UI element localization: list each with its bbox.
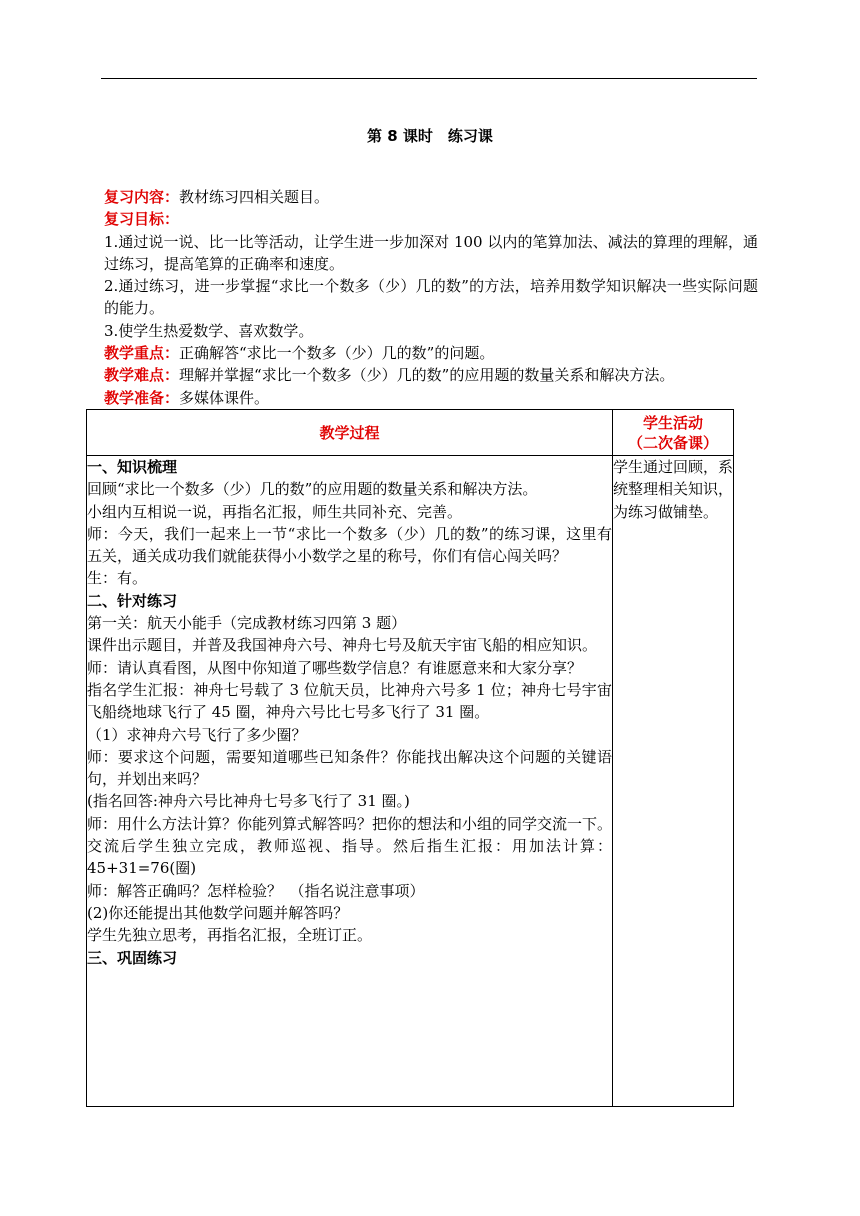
process-line: 师：要求这个问题，需要知道哪些已知条件？你能找出解决这个问题的关键语句，并划出来吗？ xyxy=(87,747,612,789)
preparation-label: 教学准备： xyxy=(104,388,180,407)
process-line: 回顾“求比一个数多（少）几的数”的应用题的数量关系和解决方法。 xyxy=(87,480,538,499)
preparation-text: 多媒体课件。 xyxy=(179,388,270,407)
process-line: 学生先独立思考，再指名汇报，全班订正。 xyxy=(87,926,373,945)
review-content xyxy=(104,186,758,208)
difficulty-text: 理解并掌握“求比一个数多（少）几的数”的应用题的数量关系和解决方法。 xyxy=(179,366,675,385)
header-student-activity-line2: （二次备课） xyxy=(627,433,718,452)
key-point-text: 正确解答“求比一个数多（少）几的数”的问题。 xyxy=(179,344,495,363)
process-line: 师：解答正确吗？怎样检验？ （指名说注意事项） xyxy=(87,881,425,900)
key-point-label: 教学重点： xyxy=(104,344,180,363)
teaching-process-cell xyxy=(87,456,613,1107)
process-line: （1）求神舟六号飞行了多少圈？ xyxy=(87,725,307,744)
section-heading-2: 二、针对练习 xyxy=(87,591,178,610)
header-student-activity xyxy=(613,410,734,456)
preparation xyxy=(104,387,758,409)
process-line: 师：今天，我们一起来上一节“求比一个数多（少）几的数”的练习课，这里有五关，通关成功我们就能获得小小数学之星的称号，你们有信心闯关吗？ xyxy=(87,524,612,566)
review-goals-heading xyxy=(104,208,758,230)
review-goal-2: 2.通过练习，进一步掌握“求比一个数多（少）几的数”的方法，培养用数学知识解决一些实际问题的能力。 xyxy=(104,277,758,318)
review-content-text: 教材练习四相关题目。 xyxy=(179,188,330,206)
process-line: 师：请认真看图，从图中你知道了哪些数学信息？有谁愿意来和大家分享？ xyxy=(87,658,583,677)
process-line: 生：有。 xyxy=(87,569,148,588)
key-point xyxy=(104,342,758,364)
header-teaching-process: 教学过程 xyxy=(87,410,613,456)
review-content-label: 复习内容： xyxy=(104,188,180,206)
table-body-row xyxy=(87,456,734,1107)
process-line: 小组内互相说一说，再指名汇报，师生共同补充、完善。 xyxy=(87,502,463,521)
process-line: 第一关：航天小能手（完成教材练习四第 3 题） xyxy=(87,614,407,633)
student-activity-note: 学生通过回顾，系统整理相关知识，为练习做铺垫。 xyxy=(613,458,734,521)
section-heading-3: 三、巩固练习 xyxy=(87,948,178,967)
header-rule xyxy=(101,78,757,79)
difficulty xyxy=(104,364,758,386)
page-title: 第 8 课时 练习课 xyxy=(367,127,493,145)
lesson-intro xyxy=(104,186,758,409)
process-line: (2)你还能提出其他数学问题并解答吗？ xyxy=(87,903,349,922)
process-line: 师：用什么方法计算？你能列算式解答吗？把你的想法和小组的同学交流一下。 xyxy=(87,814,613,833)
difficulty-label: 教学难点： xyxy=(104,366,180,385)
student-activity-cell xyxy=(613,456,734,1107)
process-line: 指名学生汇报：神舟七号载了 3 位航天员，比神舟六号多 1 位；神舟七号宇宙飞船绕地球飞行了 45 圈，神舟六号比七号多飞行了 31 圈。 xyxy=(87,680,612,722)
section-heading-1: 一、知识梳理 xyxy=(87,458,178,476)
header-student-activity-line1: 学生活动 xyxy=(642,413,703,432)
review-goal-1: 1.通过说一说、比一比等活动，让学生进一步加深对 100 以内的笔算加法、减法的算理的理解，通过练习，提高笔算的正确率和速度。 xyxy=(104,232,758,273)
table-header-row xyxy=(87,410,734,456)
review-goal-3: 3.使学生热爱数学、喜欢数学。 xyxy=(104,321,314,340)
lesson-plan-table xyxy=(86,409,734,1107)
process-line: 交流后学生独立完成，教师巡视、指导。然后指生汇报：用加法计算：45+31=76(圈) xyxy=(87,837,612,878)
review-goals-label: 复习目标： xyxy=(104,210,180,229)
process-line: 课件出示题目，并普及我国神舟六号、神舟七号及航天宇宙飞船的相应知识。 xyxy=(87,636,598,655)
process-line: (指名回答:神舟六号比神舟七号多飞行了 31 圈。) xyxy=(87,792,410,811)
